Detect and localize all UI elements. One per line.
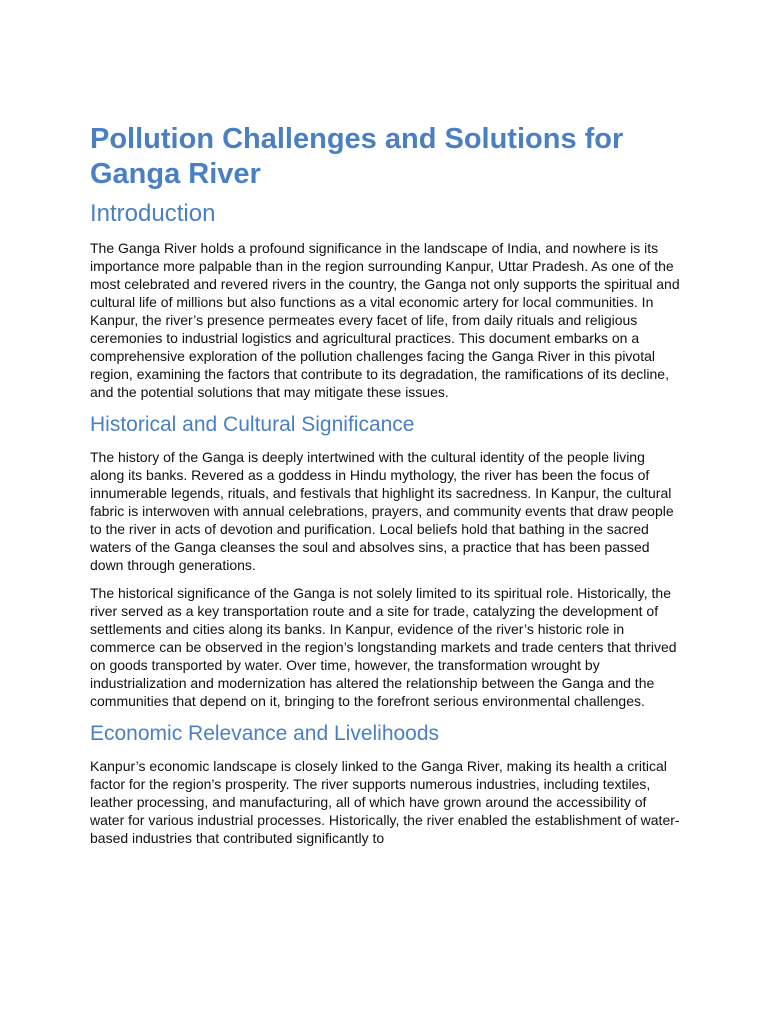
section-heading: Introduction bbox=[90, 200, 216, 227]
section-heading: Economic Relevance and Livelihoods bbox=[90, 722, 440, 745]
paragraph: The Ganga River holds a profound significance in the landscape of India, and nowhere is its importance more palpable than in the region surrounding Kanpur, Uttar Pradesh. As one of the most celebrated and revered rivers in the country, the Ganga not only supports the spiritual and cultural life of millions but also functions as a vital economic artery for local communities. In Kanpur, the river’s presence permeates every facet of life, from daily rituals and religious ceremonies to industrial logistics and agricultural practices. This document embarks on a comprehensive exploration of the pollution challenges facing the Ganga River in this pivotal region, examining the factors that contribute to its degradation, the ramifications of its decline, and the potential solutions that may mitigate these issues. bbox=[90, 240, 680, 400]
section-heading: Historical and Cultural Significance bbox=[90, 413, 415, 436]
section-introduction bbox=[90, 199, 682, 401]
paragraph: The history of the Ganga is deeply intertwined with the cultural identity of the people living along its banks. Revered as a goddess in Hindu mythology, the river has been the focus of innumerable legends, rituals, and festivals that highlight its sacredness. In Kanpur, the cultural fabric is interwoven with annual celebrations, prayers, and community events that draw people to the river in acts of devotion and purification. Local beliefs hold that bathing in the sacred waters of the Ganga cleanses the soul and absolves sins, a practice that has been passed down through generations. bbox=[90, 449, 674, 573]
section-historical-cultural bbox=[90, 411, 682, 710]
section-economic-relevance bbox=[90, 720, 682, 847]
paragraph: Kanpur’s economic landscape is closely linked to the Ganga River, making its health a critical factor for the region’s prosperity. The river supports numerous industries, including textiles, leather processing, and manufacturing, all of which have grown around the accessibility of water for various industrial processes. Historically, the river enabled the establishment of water-based industries that contributed significantly to bbox=[90, 758, 680, 846]
document-page bbox=[90, 122, 682, 857]
document-title: Pollution Challenges and Solutions for Ganga River bbox=[90, 123, 624, 190]
paragraph: The historical significance of the Ganga is not solely limited to its spiritual role. Historically, the river served as a key transportation route and a site for trade, catalyzing the development of settlements and cities along its banks. In Kanpur, evidence of the river’s historic role in commerce can be observed in the region’s longstanding markets and trade centers that thrived on goods transported by water. Over time, however, the transformation wrought by industrialization and modernization has altered the relationship between the Ganga and the communities that depend on it, bringing to the forefront serious environmental challenges. bbox=[90, 585, 677, 709]
